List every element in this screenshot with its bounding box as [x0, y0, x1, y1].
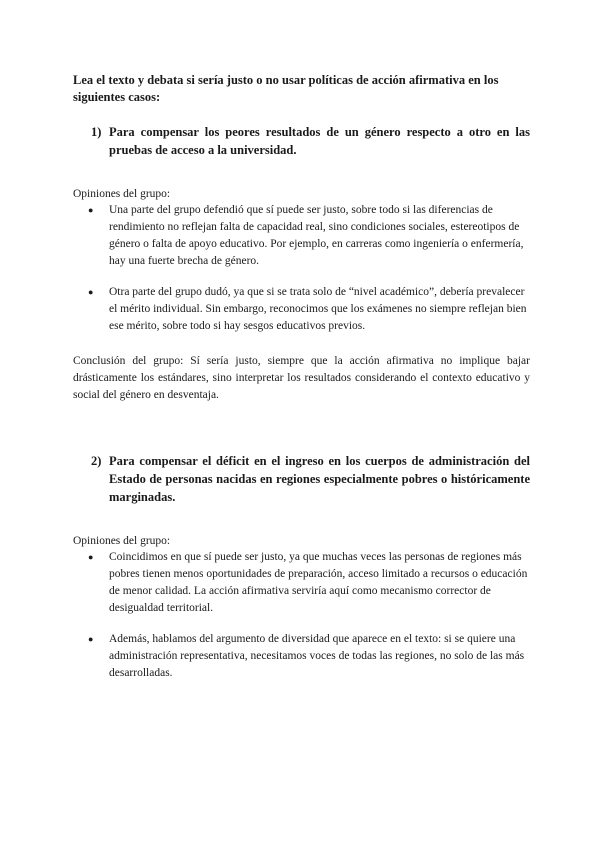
bullet-icon: ●	[88, 552, 94, 562]
bullet-icon: ●	[88, 205, 94, 215]
opinions-list	[73, 202, 530, 335]
group-conclusion: Conclusión del grupo: Sí sería justo, siempre que la acción afirmativa no implique bajar drásticamente los estándares, sino interpretar los resultados considerando el contexto educativo y social del género en desventaja.	[73, 355, 530, 401]
list-item	[73, 202, 530, 270]
question-2	[73, 452, 530, 506]
list-item-text: Coincidimos en que sí puede ser justo, ya que muchas veces las personas de regiones más pobres tienen menos oportunidades de preparación, acceso limitado a recursos o educación de menor calidad. La acción afirmativa serviría aquí como mecanismo corrector de desigualdad territorial.	[109, 551, 528, 614]
opinions-heading: Opiniones del grupo:	[73, 188, 171, 200]
question-text: Para compensar el déficit en el ingreso en los cuerpos de administración del Estado de personas nacidas en regiones especialmente pobres o históricamente marginadas.	[109, 454, 530, 504]
list-item-text: Además, hablamos del argumento de diversidad que aparece en el texto: si se quiere una administración representativa, necesitamos voces de todas las regiones, no solo de las más desarrolladas.	[109, 633, 525, 679]
list-item-text: Otra parte del grupo dudó, ya que si se trata solo de “nivel académico”, debería prevalecer el mérito individual. Sin embargo, reconocimos que los exámenes no siempre reflejan bien ese mérito, sobre todo si hay sesgos educativos previos.	[109, 286, 527, 332]
bullet-icon: ●	[88, 634, 94, 644]
opinions-heading: Opiniones del grupo:	[73, 535, 171, 547]
list-item	[73, 284, 530, 335]
opinions-list	[73, 549, 530, 682]
bullet-icon: ●	[88, 287, 94, 297]
intro-instruction: Lea el texto y debata si sería justo o no usar políticas de acción afirmativa en los siguientes casos:	[73, 73, 499, 104]
question-1	[73, 123, 530, 159]
question-text: Para compensar los peores resultados de un género respecto a otro en las pruebas de acceso a la universidad.	[109, 125, 530, 157]
question-number: 2)	[91, 454, 102, 468]
document-page	[73, 72, 530, 682]
question-number: 1)	[91, 125, 102, 139]
list-item	[73, 549, 530, 617]
list-item-text: Una parte del grupo defendió que sí puede ser justo, sobre todo si las diferencias de rendimiento no reflejan falta de capacidad real, sino condiciones sociales, estereotipos de género o falta de apoyo educativo. Por ejemplo, en carreras como ingeniería o enfermería, hay una fuerte brecha de género.	[109, 204, 524, 267]
list-item	[73, 631, 530, 682]
